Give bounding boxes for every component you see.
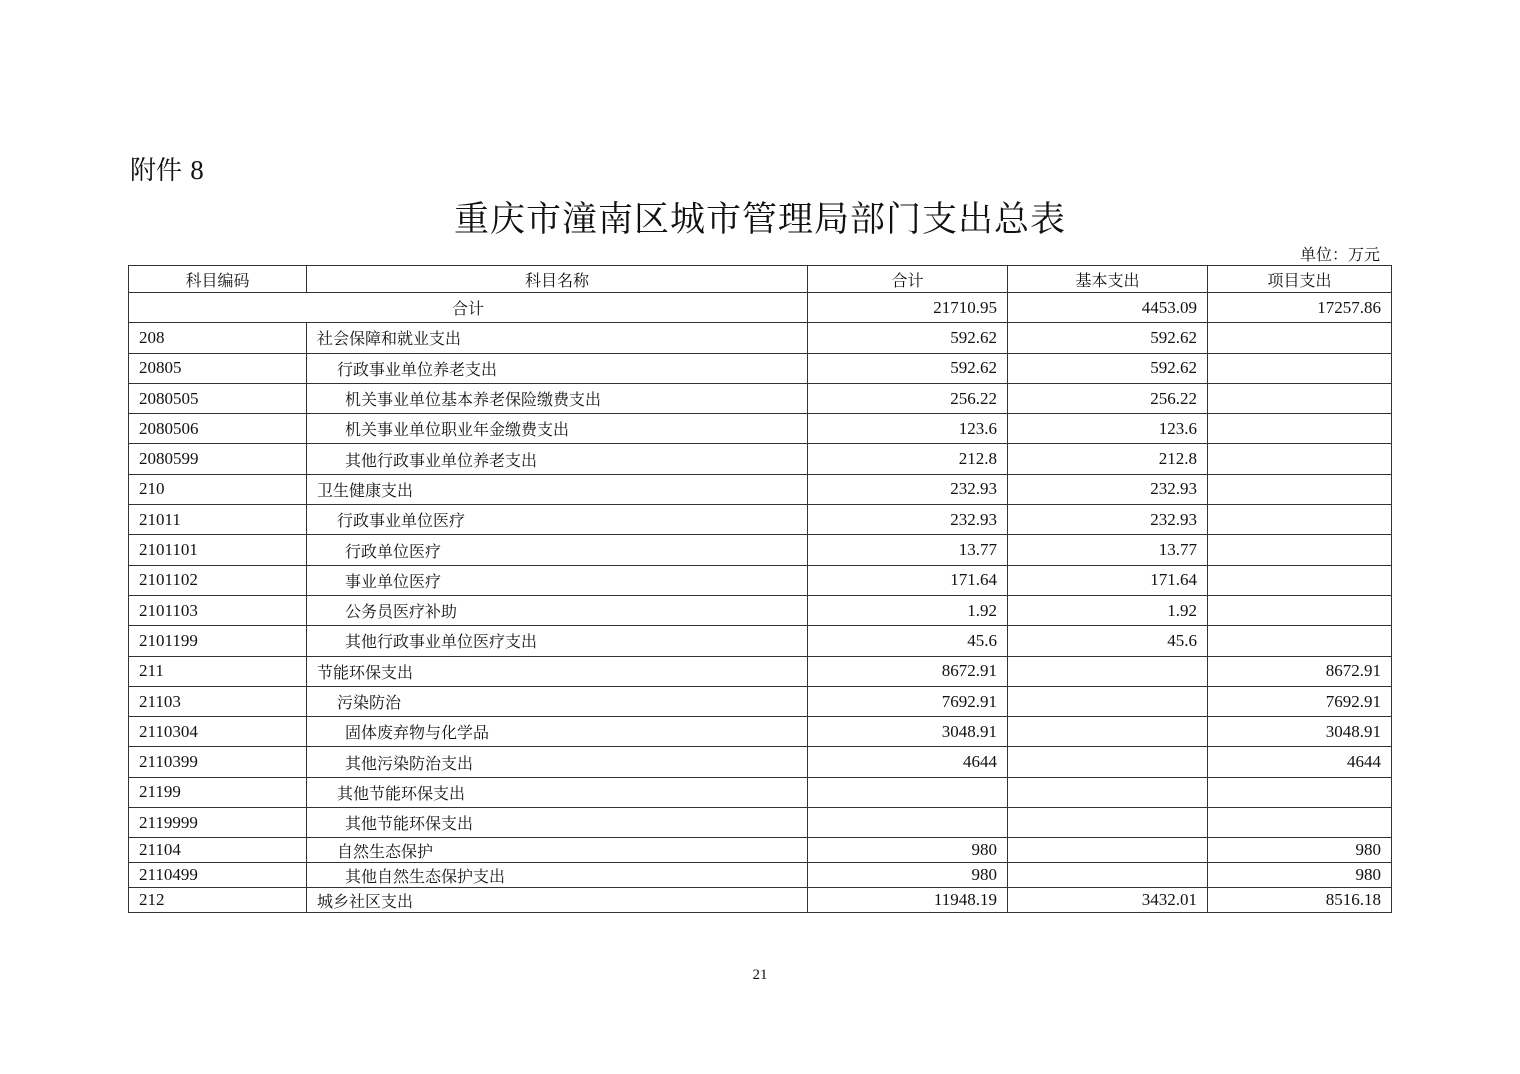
table-row xyxy=(129,838,1392,863)
row-code: 21103 xyxy=(129,686,307,716)
row-total: 592.62 xyxy=(808,323,1008,353)
row-name: 其他行政事业单位医疗支出 xyxy=(307,626,808,656)
table-row xyxy=(129,414,1392,444)
row-total: 13.77 xyxy=(808,535,1008,565)
row-name: 其他节能环保支出 xyxy=(307,808,808,838)
row-basic: 123.6 xyxy=(1008,414,1208,444)
expenditure-table xyxy=(128,265,1392,913)
table-row xyxy=(129,505,1392,535)
row-total: 171.64 xyxy=(808,565,1008,595)
row-code: 2080505 xyxy=(129,383,307,413)
row-total: 1.92 xyxy=(808,595,1008,625)
row-project: 8672.91 xyxy=(1208,656,1392,686)
header-basic: 基本支出 xyxy=(1008,266,1208,293)
row-basic xyxy=(1008,686,1208,716)
row-code: 2080506 xyxy=(129,414,307,444)
row-project xyxy=(1208,414,1392,444)
row-total: 11948.19 xyxy=(808,888,1008,913)
row-project xyxy=(1208,535,1392,565)
row-name: 城乡社区支出 xyxy=(307,888,808,913)
row-total: 45.6 xyxy=(808,626,1008,656)
row-total: 256.22 xyxy=(808,383,1008,413)
row-project: 8516.18 xyxy=(1208,888,1392,913)
row-code: 2110399 xyxy=(129,747,307,777)
table-row xyxy=(129,747,1392,777)
table-row xyxy=(129,626,1392,656)
row-project xyxy=(1208,565,1392,595)
total-total: 21710.95 xyxy=(808,293,1008,323)
header-project: 项目支出 xyxy=(1208,266,1392,293)
row-project xyxy=(1208,474,1392,504)
row-basic: 232.93 xyxy=(1008,474,1208,504)
row-basic: 13.77 xyxy=(1008,535,1208,565)
row-total: 980 xyxy=(808,838,1008,863)
table-row xyxy=(129,444,1392,474)
table-header-row xyxy=(129,266,1392,293)
row-total: 980 xyxy=(808,863,1008,888)
table-row xyxy=(129,565,1392,595)
row-basic: 232.93 xyxy=(1008,505,1208,535)
row-basic xyxy=(1008,717,1208,747)
row-name: 其他节能环保支出 xyxy=(307,777,808,807)
row-code: 21011 xyxy=(129,505,307,535)
table-row xyxy=(129,656,1392,686)
row-basic: 1.92 xyxy=(1008,595,1208,625)
row-code: 2101103 xyxy=(129,595,307,625)
row-project xyxy=(1208,808,1392,838)
row-code: 2110304 xyxy=(129,717,307,747)
row-total: 232.93 xyxy=(808,474,1008,504)
row-total xyxy=(808,808,1008,838)
row-code: 211 xyxy=(129,656,307,686)
row-name: 节能环保支出 xyxy=(307,656,808,686)
row-total: 7692.91 xyxy=(808,686,1008,716)
total-row xyxy=(129,293,1392,323)
table-row xyxy=(129,383,1392,413)
row-name: 其他污染防治支出 xyxy=(307,747,808,777)
row-name: 卫生健康支出 xyxy=(307,474,808,504)
row-code: 20805 xyxy=(129,353,307,383)
row-name: 其他行政事业单位养老支出 xyxy=(307,444,808,474)
row-name: 行政事业单位医疗 xyxy=(307,505,808,535)
row-code: 21104 xyxy=(129,838,307,863)
row-code: 2110499 xyxy=(129,863,307,888)
table-row xyxy=(129,323,1392,353)
row-basic: 256.22 xyxy=(1008,383,1208,413)
row-project xyxy=(1208,777,1392,807)
row-project xyxy=(1208,353,1392,383)
page-number: 21 xyxy=(752,967,768,983)
row-project xyxy=(1208,323,1392,353)
row-name: 固体废弃物与化学品 xyxy=(307,717,808,747)
row-project: 7692.91 xyxy=(1208,686,1392,716)
row-project: 980 xyxy=(1208,838,1392,863)
total-project: 17257.86 xyxy=(1208,293,1392,323)
row-name: 行政单位医疗 xyxy=(307,535,808,565)
row-code: 2119999 xyxy=(129,808,307,838)
attachment-number: 8 xyxy=(190,155,204,185)
row-name: 公务员医疗补助 xyxy=(307,595,808,625)
row-code: 2101101 xyxy=(129,535,307,565)
row-basic xyxy=(1008,656,1208,686)
row-basic: 592.62 xyxy=(1008,323,1208,353)
row-project xyxy=(1208,444,1392,474)
unit-label: 单位：万元 xyxy=(1299,245,1380,264)
row-total xyxy=(808,777,1008,807)
row-basic: 3432.01 xyxy=(1008,888,1208,913)
header-total: 合计 xyxy=(808,266,1008,293)
header-code: 科目编码 xyxy=(129,266,307,293)
row-basic: 171.64 xyxy=(1008,565,1208,595)
row-total: 232.93 xyxy=(808,505,1008,535)
row-basic: 45.6 xyxy=(1008,626,1208,656)
row-total: 592.62 xyxy=(808,353,1008,383)
row-basic: 212.8 xyxy=(1008,444,1208,474)
row-total: 4644 xyxy=(808,747,1008,777)
attachment-label xyxy=(130,150,204,187)
page-title: 重庆市潼南区城市管理局部门支出总表 xyxy=(453,200,1066,240)
row-project xyxy=(1208,626,1392,656)
row-name: 行政事业单位养老支出 xyxy=(307,353,808,383)
row-name: 机关事业单位基本养老保险缴费支出 xyxy=(307,383,808,413)
row-project xyxy=(1208,595,1392,625)
row-name: 污染防治 xyxy=(307,686,808,716)
row-code: 2101199 xyxy=(129,626,307,656)
table-row xyxy=(129,808,1392,838)
row-project xyxy=(1208,383,1392,413)
row-name: 社会保障和就业支出 xyxy=(307,323,808,353)
row-project xyxy=(1208,505,1392,535)
row-code: 2080599 xyxy=(129,444,307,474)
total-basic: 4453.09 xyxy=(1008,293,1208,323)
row-code: 208 xyxy=(129,323,307,353)
table-row xyxy=(129,535,1392,565)
attachment-text: 附件 xyxy=(130,156,183,186)
total-label: 合计 xyxy=(129,293,808,323)
table-row xyxy=(129,717,1392,747)
row-total: 123.6 xyxy=(808,414,1008,444)
row-total: 3048.91 xyxy=(808,717,1008,747)
row-basic xyxy=(1008,863,1208,888)
row-total: 8672.91 xyxy=(808,656,1008,686)
row-project: 980 xyxy=(1208,863,1392,888)
table-row xyxy=(129,595,1392,625)
table-row xyxy=(129,686,1392,716)
row-basic xyxy=(1008,777,1208,807)
row-project: 4644 xyxy=(1208,747,1392,777)
table-row xyxy=(129,888,1392,913)
row-project: 3048.91 xyxy=(1208,717,1392,747)
row-basic xyxy=(1008,808,1208,838)
row-name: 自然生态保护 xyxy=(307,838,808,863)
row-basic xyxy=(1008,838,1208,863)
table-row xyxy=(129,863,1392,888)
row-name: 其他自然生态保护支出 xyxy=(307,863,808,888)
row-basic xyxy=(1008,747,1208,777)
row-name: 事业单位医疗 xyxy=(307,565,808,595)
row-code: 210 xyxy=(129,474,307,504)
row-code: 21199 xyxy=(129,777,307,807)
table-row xyxy=(129,777,1392,807)
header-name: 科目名称 xyxy=(307,266,808,293)
row-total: 212.8 xyxy=(808,444,1008,474)
row-code: 212 xyxy=(129,888,307,913)
row-code: 2101102 xyxy=(129,565,307,595)
row-basic: 592.62 xyxy=(1008,353,1208,383)
row-name: 机关事业单位职业年金缴费支出 xyxy=(307,414,808,444)
table-row xyxy=(129,474,1392,504)
table-row xyxy=(129,353,1392,383)
